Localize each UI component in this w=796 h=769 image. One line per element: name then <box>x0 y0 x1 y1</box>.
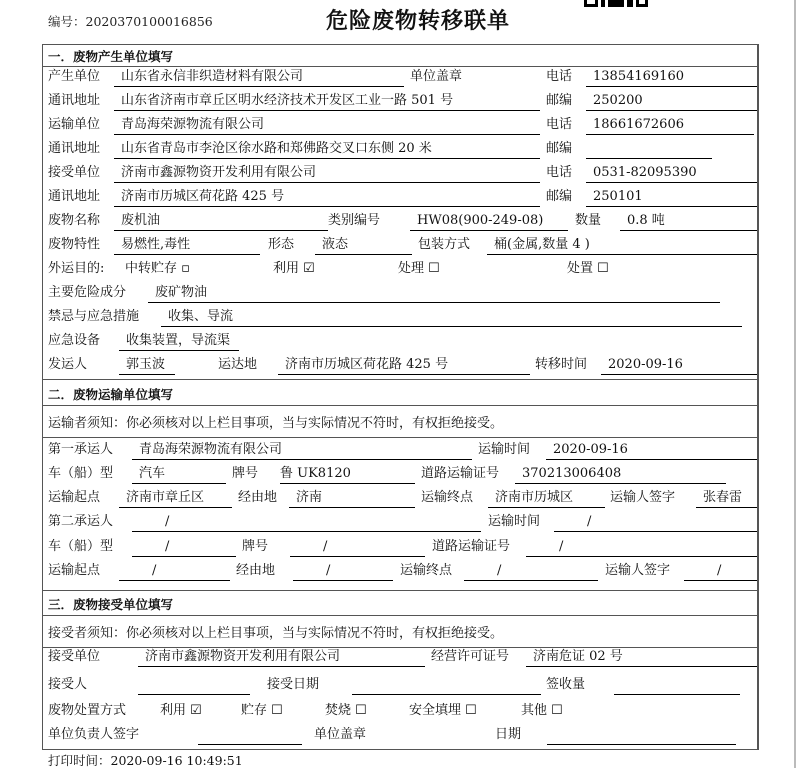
receiver-person-field[interactable] <box>138 674 250 695</box>
divider <box>42 405 758 406</box>
label: 运输起点 <box>48 490 101 505</box>
label: 形态 <box>268 237 295 252</box>
label: 邮编 <box>546 141 573 156</box>
label: 废物特性 <box>48 237 101 252</box>
purpose-transfer-storage-checkbox[interactable]: 中转贮存 ▫ <box>125 261 190 276</box>
label: 经由地 <box>236 563 276 578</box>
section-3-title: 三．废物接受单位填写 <box>48 597 174 612</box>
label: 禁忌与应急措施 <box>48 309 140 324</box>
row-route-2 <box>0 560 796 584</box>
qr-code <box>584 0 648 8</box>
permit-2-field[interactable]: / <box>526 536 757 557</box>
label: 发运人 <box>48 357 88 372</box>
divider <box>42 590 758 591</box>
receiver-addr-field[interactable]: 济南市历城区荷花路 425 号 <box>114 186 540 207</box>
row-equipment <box>0 330 796 354</box>
transporter-sign-2-field[interactable]: / <box>684 560 757 581</box>
plate-2-field[interactable]: / <box>290 536 425 557</box>
divider <box>42 615 758 616</box>
head-sign-field[interactable] <box>198 724 302 745</box>
start-field[interactable]: 济南市章丘区 <box>119 487 232 508</box>
label: 接受单位 <box>48 165 101 180</box>
label: 经营许可证号 <box>431 649 510 664</box>
document-title: 危险废物转移联单 <box>326 9 511 34</box>
second-carrier-field[interactable]: / <box>132 511 481 532</box>
transfer-time-field[interactable]: 2020-09-16 <box>601 354 757 375</box>
receiver-notice: 接受者须知：你必须核对以上栏目事项，当与实际情况不符时，有权拒绝接受。 <box>48 626 504 641</box>
label: 通讯地址 <box>48 189 101 204</box>
label: 电话 <box>546 165 573 180</box>
waste-name-field[interactable]: 废机油 <box>114 210 328 231</box>
section-2-title: 二．废物运输单位填写 <box>48 387 174 402</box>
row-vehicle <box>0 463 796 487</box>
property-field[interactable]: 易燃性,毒性 <box>114 234 260 255</box>
transporter-sign-field[interactable]: 张春雷 <box>696 487 757 508</box>
category-field[interactable]: HW08(900-249-08) <box>410 210 568 231</box>
row-receiver-person <box>0 674 796 698</box>
label: 车（船）型 <box>48 466 114 481</box>
producer-zip-field[interactable]: 250200 <box>586 90 757 111</box>
label: 废物处置方式 <box>48 703 127 718</box>
row-producer <box>0 66 796 90</box>
label: 产生单位 <box>48 69 101 84</box>
row-signature <box>0 724 796 748</box>
carrier-field[interactable]: 青岛海荣源物流有限公司 <box>114 114 540 135</box>
label: 接受人 <box>48 677 88 692</box>
label: 单位负责人签字 <box>48 727 140 742</box>
end-field[interactable]: 济南市历城区 <box>488 487 605 508</box>
label: 运输时间 <box>478 442 531 457</box>
row-carrier-addr <box>0 138 796 162</box>
row-route <box>0 487 796 511</box>
label: 运输人签字 <box>610 490 676 505</box>
row-sender <box>0 354 796 378</box>
label: 单位盖章 <box>314 727 367 742</box>
carrier-addr-field[interactable]: 山东省青岛市李沧区徐水路和郑佛路交叉口东侧 20 米 <box>114 138 540 159</box>
transporter-notice: 运输者须知：你必须核对以上栏目事项，当与实际情况不符时，有权拒绝接受。 <box>48 416 504 431</box>
label: 运输终点 <box>400 563 453 578</box>
received-amount-field[interactable] <box>614 674 740 695</box>
label: 签收量 <box>546 677 586 692</box>
component-field[interactable]: 废矿物油 <box>148 282 720 303</box>
destination-field[interactable]: 济南市历城区荷花路 425 号 <box>278 354 530 375</box>
purpose-treatment-checkbox[interactable]: 处理 ☐ <box>398 261 440 276</box>
label: 数量 <box>575 213 602 228</box>
label: 日期 <box>495 727 522 742</box>
label: 道路运输证号 <box>421 466 500 481</box>
label: 车（船）型 <box>48 539 114 554</box>
plate-field[interactable]: 鲁 UK8120 <box>280 463 415 484</box>
receiver-zip-field[interactable]: 250101 <box>586 186 757 207</box>
carrier-phone-field[interactable]: 18661672606 <box>586 114 754 135</box>
label: 道路运输证号 <box>432 539 511 554</box>
row-purpose <box>0 258 796 282</box>
quantity-field[interactable]: 0.8 吨 <box>620 210 757 231</box>
taboo-field[interactable]: 收集、导流 <box>161 306 742 327</box>
row-vehicle-2 <box>0 536 796 560</box>
label: 牌号 <box>242 539 269 554</box>
label: 运输单位 <box>48 117 101 132</box>
label: 包装方式 <box>418 237 471 252</box>
row-first-carrier <box>0 439 796 463</box>
method-other-checkbox[interactable]: 其他 ☐ <box>521 703 563 718</box>
label: 牌号 <box>232 466 259 481</box>
label: 应急设备 <box>48 333 101 348</box>
label: 通讯地址 <box>48 141 101 156</box>
producer-addr-field[interactable]: 山东省济南市章丘区明水经济技术开发区工业一路 501 号 <box>114 90 540 111</box>
label: 运输终点 <box>421 490 474 505</box>
label: 主要危险成分 <box>48 285 127 300</box>
method-utilization-checkbox[interactable]: 利用 ☑ <box>160 703 202 718</box>
row-receiver <box>0 162 796 186</box>
divider <box>42 379 758 380</box>
row-receiving-unit <box>0 646 796 670</box>
label: 邮编 <box>546 189 573 204</box>
row-disposal-method <box>0 700 796 724</box>
packaging-field[interactable]: 桶(金属,数量 4 ) <box>487 234 757 255</box>
end-2-field[interactable]: / <box>464 560 598 581</box>
print-time: 打印时间：2020-09-16 10:49:51 <box>48 753 243 768</box>
label: 类别编号 <box>328 213 381 228</box>
section-1-title: 一．废物产生单位填写 <box>48 49 174 64</box>
row-receiver-addr <box>0 186 796 210</box>
row-property <box>0 234 796 258</box>
via-2-field[interactable]: / <box>293 560 393 581</box>
label: 电话 <box>546 117 573 132</box>
label: 电话 <box>546 69 573 84</box>
label: 第一承运人 <box>48 442 114 457</box>
method-storage-checkbox[interactable]: 贮存 ☐ <box>241 703 283 718</box>
receive-date-field[interactable] <box>352 674 541 695</box>
sender-field[interactable]: 郭玉波 <box>119 354 175 375</box>
sign-date-field[interactable] <box>547 724 736 745</box>
label: 通讯地址 <box>48 93 101 108</box>
vehicle-type-field[interactable]: 汽车 <box>132 463 226 484</box>
label: 运输起点 <box>48 563 101 578</box>
via-field[interactable]: 济南 <box>289 487 415 508</box>
receiver-phone-field[interactable]: 0531-82095390 <box>586 162 757 183</box>
start-2-field[interactable]: / <box>119 560 230 581</box>
label: 邮编 <box>546 93 573 108</box>
transport-time-field[interactable]: 2020-09-16 <box>546 439 757 460</box>
row-component <box>0 282 796 306</box>
transport-time-2-field[interactable]: / <box>554 511 757 532</box>
row-producer-addr <box>0 90 796 114</box>
carrier-zip-field[interactable] <box>586 138 712 159</box>
label: 单位盖章 <box>410 69 463 84</box>
first-carrier-field[interactable]: 青岛海荣源物流有限公司 <box>132 439 472 460</box>
row-second-carrier <box>0 511 796 535</box>
row-carrier <box>0 114 796 138</box>
purpose-utilization-checkbox[interactable]: 利用 ☑ <box>273 261 315 276</box>
label: 运输人签字 <box>605 563 671 578</box>
equipment-field[interactable]: 收集装置，导流渠 <box>119 330 239 351</box>
row-taboo <box>0 306 796 330</box>
label: 外运目的: <box>48 261 105 276</box>
label: 废物名称 <box>48 213 101 228</box>
label: 经由地 <box>238 490 278 505</box>
form-field[interactable]: 液态 <box>315 234 412 255</box>
method-incineration-checkbox[interactable]: 焚烧 ☐ <box>325 703 367 718</box>
label: 第二承运人 <box>48 514 114 529</box>
label: 接受单位 <box>48 649 101 664</box>
license-field[interactable]: 济南危证 02 号 <box>526 646 757 667</box>
receiving-unit-field[interactable]: 济南市鑫源物资开发利用有限公司 <box>138 646 425 667</box>
producer-phone-field[interactable]: 13854169160 <box>586 66 757 87</box>
row-waste-name <box>0 210 796 234</box>
label: 接受日期 <box>267 677 320 692</box>
producer-field[interactable]: 山东省永信非织造材料有限公司 <box>114 66 404 87</box>
divider <box>42 437 758 438</box>
label: 运输时间 <box>488 514 541 529</box>
method-landfill-checkbox[interactable]: 安全填埋 ☐ <box>409 703 477 718</box>
serial-number: 编号：2020370100016856 <box>48 14 213 29</box>
receiver-field[interactable]: 济南市鑫源物资开发利用有限公司 <box>114 162 540 183</box>
vehicle-type-2-field[interactable]: / <box>132 536 236 557</box>
permit-field[interactable]: 370213006408 <box>515 463 726 484</box>
label: 运达地 <box>218 357 258 372</box>
label: 转移时间 <box>535 357 588 372</box>
purpose-disposal-checkbox[interactable]: 处置 ☐ <box>567 261 609 276</box>
